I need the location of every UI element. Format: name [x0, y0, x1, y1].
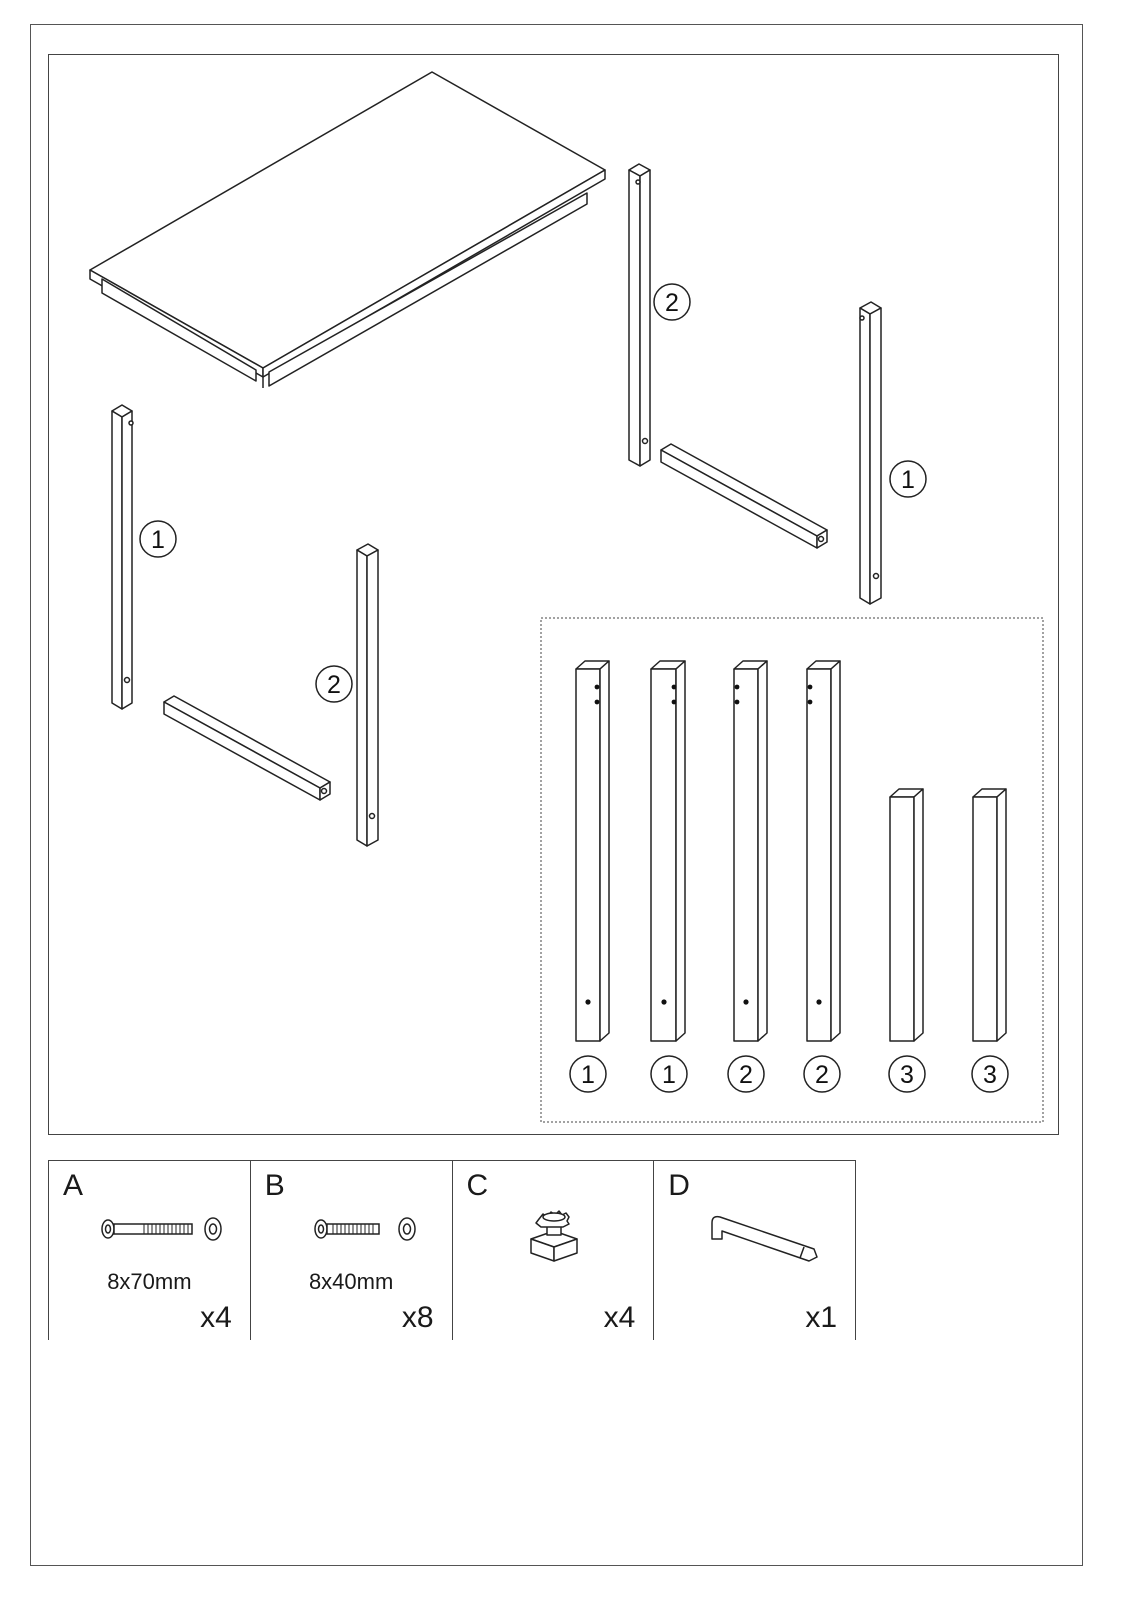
- hardware-qty: x8: [401, 1301, 434, 1334]
- tabletop: [90, 72, 605, 388]
- leg-left-1: [112, 405, 133, 709]
- hardware-letter: A: [63, 1169, 84, 1202]
- legend-label: 1: [662, 1061, 676, 1089]
- leg-left-2: [357, 544, 378, 846]
- hardware-size: 8x40mm: [308, 1269, 394, 1294]
- legend-part-1b: [651, 661, 685, 1041]
- legend-part-2a: [734, 661, 767, 1041]
- leg-right-1: [860, 302, 881, 604]
- hardware-cell-c: [453, 1161, 655, 1340]
- hardware-qty: x4: [603, 1301, 636, 1334]
- hardware-cell-d: [654, 1161, 855, 1340]
- hardware-size: 8x70mm: [107, 1269, 192, 1294]
- hardware-qty: x4: [200, 1301, 232, 1334]
- hardware-cell-a: [49, 1161, 251, 1340]
- parts-legend-box: [541, 618, 1043, 1122]
- legend-label: 2: [739, 1061, 753, 1089]
- callout-leg-right-2: 2: [665, 289, 679, 317]
- legend-part-3b: [973, 789, 1006, 1041]
- legend-part-1a: [576, 661, 609, 1041]
- hardware-qty: x1: [805, 1301, 837, 1334]
- legend-part-3a: [890, 789, 923, 1041]
- hardware-table: [48, 1160, 856, 1340]
- callout-leg-left-1: 1: [151, 526, 165, 554]
- legend-label: 2: [815, 1061, 829, 1089]
- hardware-cell-b: [251, 1161, 453, 1340]
- legend-part-2b: [807, 661, 840, 1041]
- hardware-letter: C: [466, 1169, 489, 1202]
- legend-label: 1: [581, 1061, 595, 1089]
- callout-leg-left-2: 2: [327, 671, 341, 699]
- legend-label: 3: [983, 1061, 997, 1089]
- rail-right: [661, 444, 827, 548]
- leg-right-2: [629, 164, 650, 466]
- rail-left: [164, 696, 330, 800]
- hardware-letter: D: [668, 1169, 690, 1202]
- callout-leg-right-1: 1: [901, 466, 915, 494]
- hardware-letter: B: [264, 1169, 285, 1202]
- legend-label: 3: [900, 1061, 914, 1089]
